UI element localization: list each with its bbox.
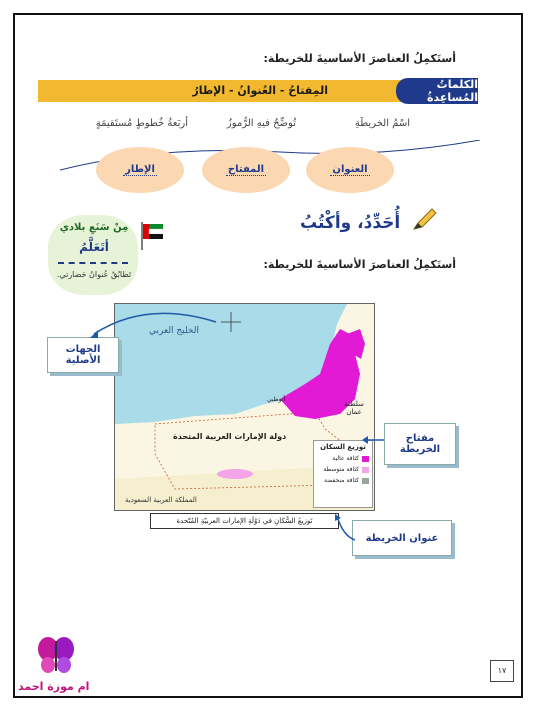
legend-item-low: كثافة منخفضة: [314, 477, 369, 484]
instruction-top: أستَكمِلُ العناصرَ الأساسيةَ للخريطة:: [263, 52, 456, 65]
answer-key: المفتاح: [227, 164, 265, 175]
callout-directions[interactable]: الجهات الأصلية: [47, 337, 119, 373]
hint-title: اسْمُ الخريطَةِ: [354, 118, 410, 129]
word-bank-bar: [38, 80, 478, 102]
oman-label: سلطنة عمان: [344, 400, 364, 416]
arrow-title: [333, 512, 357, 542]
legend-item-medium: كثافة متوسطة: [314, 466, 369, 473]
hint-key: تُوضِّحُ فيهِ الرُّموزُ: [226, 118, 296, 129]
country-label: دولة الإمارات العربية المتحدة: [173, 432, 287, 441]
map-caption: تَوزيعُ السُّكانِ في دَوْلَةِ الإمارات العربيّةِ المُتّحدة: [150, 513, 339, 529]
answer-frame-oval[interactable]: [96, 147, 184, 193]
section-heading: أُحَدِّدُ، وأكْتُبُ: [300, 213, 401, 233]
callout-key[interactable]: مفتاح الخريطة: [384, 423, 456, 465]
saudi-label: المملكة العربية السعودية: [125, 496, 197, 504]
learn-line2: أتَعَلَّمُ: [79, 240, 109, 254]
answer-title: العنوان: [332, 164, 368, 175]
legend-title: توزيع السكان: [320, 443, 366, 451]
word-bank-label: الكلماتُ المُساعِدةُ: [396, 78, 478, 104]
answer-key-oval[interactable]: [202, 147, 290, 193]
arrow-key: [360, 430, 386, 450]
pencil-icon: [410, 205, 438, 233]
gulf-label: الخليج العربي: [149, 326, 199, 336]
butterfly-logo-icon: [36, 635, 76, 677]
page-number: ١٧: [490, 660, 514, 682]
uae-flag-icon: [140, 222, 164, 250]
arrow-directions: [86, 300, 226, 345]
logo-text: ام موزة احمد: [18, 680, 90, 693]
hint-frame: أربَعةُ خُطوطٍ مُستَقيمَةٍ: [95, 118, 188, 129]
map-legend: [313, 440, 373, 508]
instruction-second: أستَكمِلُ العناصرَ الأساسيةَ للخريطة:: [263, 258, 456, 271]
learn-line1: مِنْ سَنَعِ بلادي: [59, 222, 129, 233]
city-label: أبوظبي: [267, 396, 286, 403]
answer-title-oval[interactable]: [306, 147, 394, 193]
learn-line3: تَطابُقُ عُنوانُ حَضارتي.: [56, 270, 132, 279]
answer-frame: الإطار: [125, 164, 155, 175]
legend-item-high: كثافة عالية: [314, 455, 369, 462]
learn-divider: [58, 262, 128, 264]
word-bank-words: المِفتاحُ - العُنوانُ - الإطارُ: [192, 84, 328, 97]
callout-title[interactable]: عنوان الخريطة: [352, 520, 452, 556]
